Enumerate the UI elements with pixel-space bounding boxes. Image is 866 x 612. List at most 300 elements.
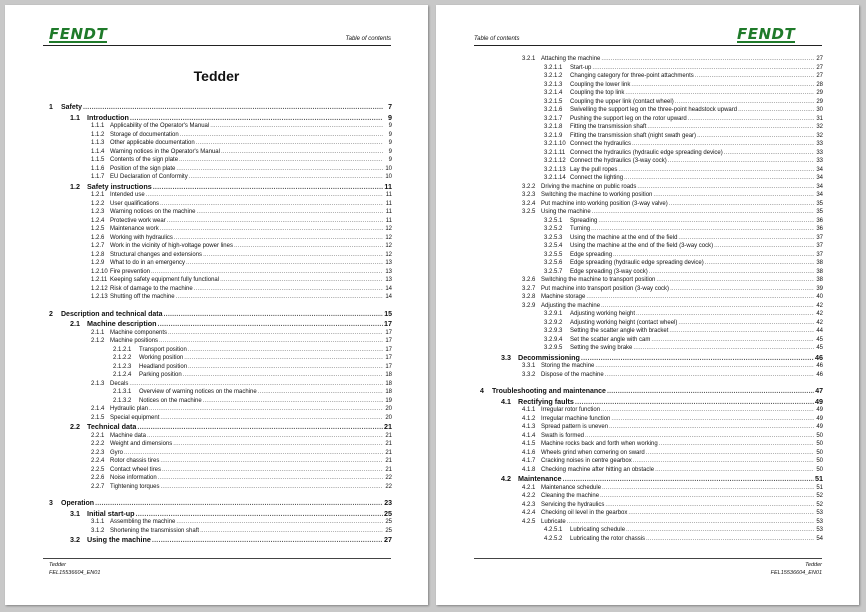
toc-entry-number: 3.2.1.6 bbox=[544, 107, 563, 113]
toc-entry-title: Cleaning the machine bbox=[541, 493, 600, 499]
toc-entry[interactable] bbox=[480, 149, 823, 158]
toc-entry-page: 52 bbox=[816, 501, 823, 508]
toc-entry-number: 3.2.1.7 bbox=[544, 115, 563, 122]
toc-entry-page: 30 bbox=[816, 107, 823, 113]
dot-leader bbox=[124, 449, 383, 458]
toc-entry[interactable] bbox=[480, 319, 823, 328]
dot-leader bbox=[196, 139, 383, 148]
toc-entry[interactable] bbox=[49, 225, 392, 234]
footer-doc-number: FEL15536604_EN01 bbox=[49, 570, 101, 576]
toc-entry[interactable] bbox=[480, 55, 823, 64]
dot-leader bbox=[609, 423, 814, 432]
toc-entry[interactable] bbox=[480, 191, 823, 200]
toc-entry[interactable] bbox=[49, 234, 392, 243]
toc-entry[interactable] bbox=[480, 484, 823, 493]
toc-entry-number: 4.1.5 bbox=[522, 441, 536, 447]
toc-entry[interactable] bbox=[480, 285, 823, 294]
toc-entry[interactable] bbox=[480, 387, 823, 397]
toc-entry[interactable] bbox=[480, 362, 823, 371]
toc-entry[interactable] bbox=[480, 200, 823, 209]
dot-leader bbox=[628, 509, 814, 518]
toc-entry[interactable] bbox=[49, 432, 392, 441]
toc-entry-title: Gyro bbox=[110, 449, 124, 456]
toc-entry-page: 49 bbox=[815, 396, 823, 406]
dot-leader bbox=[697, 132, 814, 141]
toc-entry-page: 40 bbox=[816, 294, 823, 300]
toc-entry-page: 11 bbox=[385, 192, 392, 198]
toc-entry[interactable] bbox=[49, 440, 392, 449]
toc-entry-title: EU Declaration of Conformity bbox=[110, 174, 188, 180]
toc-entry-number: 1.1.6 bbox=[91, 165, 105, 172]
dot-leader bbox=[646, 449, 814, 458]
toc-entry-number: 2.1.2.4 bbox=[113, 372, 132, 378]
toc-entry[interactable] bbox=[49, 156, 392, 165]
toc-entry-title: Put machine into working position (3-way valve) bbox=[541, 200, 668, 207]
toc-entry[interactable] bbox=[480, 466, 823, 475]
toc-entry-title: Pushing the support leg on the rotor upward bbox=[570, 115, 687, 122]
toc-entry-number: 3.2.4 bbox=[522, 200, 536, 207]
toc-entry-title: Coupling the top link bbox=[570, 90, 625, 96]
toc-entry-title: Irregular rotor function bbox=[541, 407, 601, 413]
toc-entry-number: 2.2.2 bbox=[91, 441, 105, 447]
toc-entry-number: 3.2.5.5 bbox=[544, 251, 563, 258]
toc-entry-page: 10 bbox=[385, 165, 392, 172]
toc-entry-page: 21 bbox=[385, 432, 392, 439]
toc-entry[interactable] bbox=[480, 251, 823, 260]
toc-entry[interactable] bbox=[480, 526, 823, 535]
toc-entry-page: 9 bbox=[388, 131, 392, 138]
toc-entry[interactable] bbox=[480, 268, 823, 277]
toc-entry-number: 2.1.2.1 bbox=[113, 346, 132, 353]
dot-leader bbox=[200, 527, 383, 536]
toc-entry-number: 4.2.5 bbox=[522, 518, 536, 525]
toc-entry-title: Storage of documentation bbox=[110, 131, 179, 138]
toc-entry-title: Applicability of the Operator's Manual bbox=[110, 123, 210, 129]
toc-entry[interactable] bbox=[480, 415, 823, 424]
toc-entry-title: Checking machine after hitting an obstacle bbox=[541, 466, 655, 473]
toc-entry-number: 2.2.3 bbox=[91, 449, 105, 456]
toc-entry-title: Connect the hydraulics (3-way cock) bbox=[570, 158, 667, 164]
toc-entry-title: Dispose of the machine bbox=[541, 371, 604, 378]
toc-entry-number: 3.2.5.7 bbox=[544, 268, 563, 275]
toc-entry-number: 1.1.2 bbox=[91, 131, 105, 138]
toc-entry-title: Parking position bbox=[139, 372, 182, 378]
toc-entry[interactable] bbox=[480, 166, 823, 175]
toc-entry[interactable] bbox=[480, 89, 823, 98]
dot-leader bbox=[633, 457, 814, 466]
toc-entry-page: 37 bbox=[816, 234, 823, 241]
toc-entry-page: 20 bbox=[385, 406, 392, 412]
dot-leader bbox=[221, 148, 383, 157]
toc-entry-page: 18 bbox=[385, 372, 392, 378]
toc-entry-title: Weight and dimensions bbox=[110, 441, 173, 447]
toc-entry[interactable] bbox=[480, 518, 823, 527]
toc-entry-number: 2.1.4 bbox=[91, 406, 105, 412]
dot-leader bbox=[633, 344, 814, 353]
toc-entry[interactable] bbox=[480, 132, 823, 141]
toc-entry-number: 2.1.5 bbox=[91, 414, 105, 421]
toc-entry-title: Storing the machine bbox=[541, 363, 595, 369]
toc-entry-page: 21 bbox=[385, 466, 392, 473]
toc-entry-number: 1.1.1 bbox=[91, 123, 105, 129]
toc-entry[interactable] bbox=[49, 113, 392, 123]
toc-entry[interactable] bbox=[49, 518, 392, 527]
toc-entry[interactable] bbox=[480, 157, 823, 166]
toc-entry-number: 3.2.1.13 bbox=[544, 166, 566, 173]
toc-entry[interactable] bbox=[49, 242, 392, 251]
toc-entry[interactable] bbox=[49, 535, 392, 545]
dot-leader bbox=[613, 251, 814, 260]
toc-entry-title: Safety bbox=[61, 104, 83, 111]
toc-entry[interactable] bbox=[480, 106, 823, 115]
toc-entry-page: 54 bbox=[816, 535, 823, 542]
toc-entry-title: Technical data bbox=[87, 422, 137, 431]
dot-leader bbox=[173, 440, 383, 449]
toc-entry-title: Cracking noises in centre gearbox bbox=[541, 458, 632, 464]
toc-entry-page: 9 bbox=[388, 112, 392, 122]
toc-entry[interactable] bbox=[49, 182, 392, 192]
toc-entry[interactable] bbox=[480, 234, 823, 243]
toc-entry-number: 4.2.5.1 bbox=[544, 527, 563, 533]
toc-entry-title: Initial start-up bbox=[87, 508, 135, 518]
toc-entry-number: 2.2.5 bbox=[91, 466, 105, 473]
dot-leader bbox=[168, 329, 383, 338]
toc-entry[interactable] bbox=[49, 103, 392, 113]
dot-leader bbox=[151, 268, 383, 277]
toc-entry[interactable] bbox=[480, 423, 823, 432]
toc-entry-title: Connect the hydraulics bbox=[570, 141, 632, 147]
toc-entry[interactable] bbox=[480, 64, 823, 73]
dot-leader bbox=[653, 191, 814, 200]
dot-leader bbox=[167, 217, 383, 226]
toc-entry-page: 15 bbox=[384, 310, 392, 318]
toc-entry[interactable] bbox=[49, 509, 392, 519]
toc-entry-page: 27 bbox=[816, 56, 823, 62]
dot-leader bbox=[174, 234, 383, 243]
toc-entry-title: Assembling the machine bbox=[110, 519, 176, 525]
toc-entry[interactable] bbox=[480, 302, 823, 311]
toc-entry[interactable] bbox=[49, 148, 392, 157]
dot-leader bbox=[675, 98, 814, 107]
toc-entry[interactable] bbox=[49, 217, 392, 226]
toc-entry-page: 14 bbox=[385, 294, 392, 300]
toc-entry-number: 3.2.1.11 bbox=[544, 149, 566, 156]
running-header: Table of contents bbox=[474, 36, 520, 42]
toc-entry[interactable] bbox=[49, 173, 392, 182]
toc-entry[interactable] bbox=[480, 474, 823, 484]
toc-entry-number: 3.2.1.2 bbox=[544, 73, 563, 79]
dot-leader bbox=[179, 156, 383, 165]
toc-entry-title: Position of the sign plate bbox=[110, 165, 176, 172]
toc-entry-page: 32 bbox=[816, 124, 823, 130]
dot-leader bbox=[176, 518, 383, 527]
toc-entry[interactable] bbox=[49, 310, 392, 320]
toc-entry-title: Keeping safety equipment fully functional bbox=[110, 277, 220, 283]
toc-entry-title: Adjusting the machine bbox=[541, 302, 601, 309]
dot-leader bbox=[147, 432, 383, 441]
toc-entry-number: 3.1.1 bbox=[91, 519, 105, 525]
toc-entry-number: 4.2 bbox=[501, 474, 511, 483]
toc-entry-title: Maintenance schedule bbox=[541, 484, 602, 491]
dot-leader bbox=[637, 183, 814, 192]
toc-entry[interactable] bbox=[480, 327, 823, 336]
toc-entry[interactable] bbox=[49, 363, 392, 372]
toc-entry[interactable] bbox=[49, 499, 392, 509]
toc-entry[interactable] bbox=[49, 122, 392, 131]
document-title: Tedder bbox=[193, 68, 240, 84]
toc-entry[interactable] bbox=[480, 123, 823, 132]
toc-entry[interactable] bbox=[49, 466, 392, 475]
toc-entry-page: 25 bbox=[384, 508, 392, 518]
toc-entry-number: 3.2.1.14 bbox=[544, 175, 566, 181]
toc-entry-number: 3.1.2 bbox=[91, 527, 105, 534]
toc-entry-title: Spread pattern is uneven bbox=[541, 424, 609, 430]
toc-entry[interactable] bbox=[480, 492, 823, 501]
toc-entry[interactable] bbox=[49, 527, 392, 536]
toc-entry[interactable] bbox=[480, 140, 823, 149]
dot-leader bbox=[618, 166, 814, 175]
toc-entry[interactable] bbox=[480, 276, 823, 285]
toc-entry-page: 27 bbox=[384, 535, 392, 544]
toc-entry-number: 1.2.7 bbox=[91, 243, 105, 249]
dot-leader bbox=[601, 406, 814, 415]
toc-entry[interactable] bbox=[49, 474, 392, 483]
toc-entry[interactable] bbox=[480, 242, 823, 251]
toc-entry-number: 3.2.1.12 bbox=[544, 158, 566, 164]
toc-entry-page: 45 bbox=[816, 345, 823, 351]
toc-entry-number: 1.2.3 bbox=[91, 209, 105, 215]
toc-entry[interactable] bbox=[49, 354, 392, 363]
toc-entry-title: Edge spreading (3-way cock) bbox=[570, 268, 648, 275]
toc-entry[interactable] bbox=[480, 259, 823, 268]
toc-entry[interactable] bbox=[480, 183, 823, 192]
dot-leader bbox=[581, 353, 814, 363]
toc-entry-number: 3.2.5.4 bbox=[544, 243, 563, 249]
toc-entry-number: 3.2.1.3 bbox=[544, 81, 563, 88]
toc-entry-page: 25 bbox=[385, 519, 392, 525]
footer-title: Tedder bbox=[49, 562, 66, 568]
toc-entry-page: 17 bbox=[385, 346, 392, 353]
toc-entry[interactable] bbox=[480, 174, 823, 183]
dot-leader bbox=[136, 509, 383, 519]
toc-entry[interactable] bbox=[49, 276, 392, 285]
dot-leader bbox=[670, 285, 814, 294]
toc-entry[interactable] bbox=[49, 131, 392, 140]
toc-entry-title: Driving the machine on public roads bbox=[541, 183, 637, 190]
toc-entry-page: 42 bbox=[816, 302, 823, 309]
toc-entry[interactable] bbox=[49, 139, 392, 148]
toc-entry-title: Adjusting working height bbox=[570, 311, 636, 317]
dot-leader bbox=[611, 415, 814, 424]
toc-entry[interactable] bbox=[480, 432, 823, 441]
toc-entry[interactable] bbox=[49, 259, 392, 268]
dot-leader bbox=[601, 302, 814, 311]
toc-entry-number: 3.2.9.1 bbox=[544, 311, 563, 317]
toc-entry[interactable] bbox=[49, 457, 392, 466]
dot-leader bbox=[160, 457, 383, 466]
toc-entry[interactable] bbox=[49, 208, 392, 217]
toc-entry-title: Working with hydraulics bbox=[110, 234, 173, 241]
toc-entry-number: 4.1.8 bbox=[522, 466, 536, 473]
toc-entry-page: 9 bbox=[388, 157, 392, 163]
toc-entry[interactable] bbox=[49, 405, 392, 414]
toc-entry-number: 1.2.8 bbox=[91, 251, 105, 258]
toc-entry-page: 10 bbox=[385, 174, 392, 180]
dot-leader bbox=[176, 293, 383, 302]
toc-entry[interactable] bbox=[49, 346, 392, 355]
toc-entry-number: 3.2.1.1 bbox=[544, 64, 563, 71]
toc-entry-page: 42 bbox=[816, 311, 823, 317]
toc-entry-title: Special equipment bbox=[110, 414, 160, 421]
toc-entry[interactable] bbox=[480, 449, 823, 458]
toc-entry-page: 50 bbox=[816, 466, 823, 473]
toc-entry-number: 4 bbox=[480, 388, 484, 395]
toc-entry[interactable] bbox=[49, 337, 392, 346]
toc-entry-title: Rotor chassis tires bbox=[110, 458, 160, 464]
toc-entry-number: 1.2.12 bbox=[91, 285, 108, 292]
toc-entry[interactable] bbox=[49, 449, 392, 458]
dot-leader bbox=[656, 276, 814, 285]
dot-leader bbox=[586, 293, 814, 302]
toc-entry-page: 17 bbox=[385, 338, 392, 344]
toc-entry-number: 3.2.1.9 bbox=[544, 132, 563, 139]
toc-entry-page: 13 bbox=[385, 277, 392, 283]
toc-entry[interactable] bbox=[49, 191, 392, 200]
toc-entry[interactable] bbox=[49, 285, 392, 294]
toc-entry[interactable] bbox=[480, 353, 823, 363]
toc-entry[interactable] bbox=[480, 81, 823, 90]
toc-entry-page: 11 bbox=[385, 200, 392, 207]
toc-entry[interactable] bbox=[480, 72, 823, 81]
toc-entry-number: 3.2.1.4 bbox=[544, 90, 563, 96]
dot-leader bbox=[95, 499, 383, 509]
toc-entry-page: 46 bbox=[815, 352, 823, 362]
toc-entry[interactable] bbox=[480, 217, 823, 226]
toc-entry-number: 2.1.2.3 bbox=[113, 363, 132, 370]
toc-entry-page: 27 bbox=[816, 73, 823, 79]
toc-entry[interactable] bbox=[49, 319, 392, 329]
toc-entry[interactable] bbox=[49, 414, 392, 423]
toc-entry-title: Lubricating the rotor chassis bbox=[570, 535, 646, 542]
toc-entry-page: 34 bbox=[816, 166, 823, 173]
toc-entry[interactable] bbox=[480, 310, 823, 319]
toc-entry[interactable] bbox=[49, 388, 392, 397]
toc-entry[interactable] bbox=[480, 509, 823, 518]
toc-entry[interactable] bbox=[49, 329, 392, 338]
toc-entry-title: Using the machine at the end of the field (3-way cock) bbox=[570, 243, 714, 249]
toc-entry-page: 9 bbox=[388, 140, 392, 146]
dot-leader bbox=[189, 173, 383, 182]
toc-entry-title: Maintenance bbox=[518, 474, 562, 483]
dot-leader bbox=[668, 157, 814, 166]
toc-entry[interactable] bbox=[480, 371, 823, 380]
toc-entry-page: 50 bbox=[816, 432, 823, 439]
toc-entry[interactable] bbox=[480, 208, 823, 217]
toc-entry-number: 2.2.7 bbox=[91, 483, 105, 490]
toc-entry[interactable] bbox=[49, 380, 392, 389]
toc-entry-number: 2.2 bbox=[70, 422, 80, 431]
toc-entry-number: 1.2.13 bbox=[91, 294, 108, 300]
toc-entry-number: 1.2.10 bbox=[91, 268, 108, 275]
toc-entry[interactable] bbox=[49, 165, 392, 174]
dot-leader bbox=[624, 174, 814, 183]
toc-entry-page: 19 bbox=[385, 397, 392, 404]
toc-entry-page: 33 bbox=[816, 158, 823, 164]
toc-entry-page: 22 bbox=[385, 483, 392, 490]
toc-entry-number: 2.2.4 bbox=[91, 458, 105, 464]
toc-entry[interactable] bbox=[480, 406, 823, 415]
toc-entry[interactable] bbox=[480, 344, 823, 353]
header-rule bbox=[474, 45, 822, 46]
toc-entry-number: 2.2.1 bbox=[91, 432, 105, 439]
toc-entry-page: 42 bbox=[816, 319, 823, 326]
toc-entry-number: 2 bbox=[49, 310, 53, 318]
toc-entry-title: Tightening torques bbox=[110, 483, 160, 490]
toc-entry-page: 12 bbox=[385, 251, 392, 258]
toc-entry-page: 35 bbox=[816, 209, 823, 215]
toc-entry[interactable] bbox=[49, 268, 392, 277]
toc-entry[interactable] bbox=[49, 371, 392, 380]
toc-entry-number: 4.2.3 bbox=[522, 501, 536, 508]
toc-entry[interactable] bbox=[49, 200, 392, 209]
toc-entry[interactable] bbox=[480, 98, 823, 107]
toc-entry[interactable] bbox=[480, 225, 823, 234]
toc-entry-page: 45 bbox=[816, 336, 823, 343]
toc-entry-title: Machine rocks back and forth when working bbox=[541, 441, 658, 447]
toc-entry[interactable] bbox=[49, 422, 392, 432]
toc-entry[interactable] bbox=[480, 457, 823, 466]
toc-entry[interactable] bbox=[480, 397, 823, 407]
toc-entry[interactable] bbox=[480, 115, 823, 124]
toc-entry-page: 18 bbox=[385, 380, 392, 387]
toc-entry-number: 3.2.5.3 bbox=[544, 234, 563, 241]
dot-leader bbox=[631, 81, 814, 90]
dot-leader bbox=[585, 432, 814, 441]
table-of-contents bbox=[480, 55, 823, 543]
toc-entry[interactable] bbox=[480, 535, 823, 544]
toc-entry[interactable] bbox=[480, 501, 823, 510]
toc-entry-number: 4.1.7 bbox=[522, 458, 536, 464]
toc-entry-page: 44 bbox=[816, 328, 823, 334]
toc-entry[interactable] bbox=[480, 440, 823, 449]
toc-entry-title: Operation bbox=[61, 500, 95, 507]
toc-entry-page: 34 bbox=[816, 183, 823, 190]
toc-entry-page: 17 bbox=[385, 355, 392, 361]
toc-entry-page: 20 bbox=[385, 414, 392, 421]
toc-entry[interactable] bbox=[49, 397, 392, 406]
toc-entry-number: 3.2.2 bbox=[522, 183, 536, 190]
toc-entry[interactable] bbox=[480, 293, 823, 302]
toc-entry-page: 38 bbox=[816, 260, 823, 266]
toc-entry-page: 21 bbox=[385, 449, 392, 456]
toc-entry-title: Wheels grind when cornering on sward bbox=[541, 449, 645, 456]
toc-entry[interactable] bbox=[49, 251, 392, 260]
toc-entry-page: 47 bbox=[815, 388, 823, 395]
toc-entry-number: 4.2.1 bbox=[522, 484, 536, 491]
toc-entry-page: 53 bbox=[816, 527, 823, 533]
toc-entry[interactable] bbox=[480, 336, 823, 345]
dot-leader bbox=[605, 371, 814, 380]
toc-entry[interactable] bbox=[49, 293, 392, 302]
toc-entry-title: Shutting off the machine bbox=[110, 294, 175, 300]
toc-entry-title: Connect the lighting bbox=[570, 175, 624, 181]
toc-entry[interactable] bbox=[49, 483, 392, 492]
dot-leader bbox=[176, 165, 383, 174]
dot-leader bbox=[258, 388, 383, 397]
toc-entry-number: 4.1.6 bbox=[522, 449, 536, 456]
dot-leader bbox=[598, 217, 814, 226]
toc-entry-title: Work in the vicinity of high-voltage power lines bbox=[110, 243, 233, 249]
